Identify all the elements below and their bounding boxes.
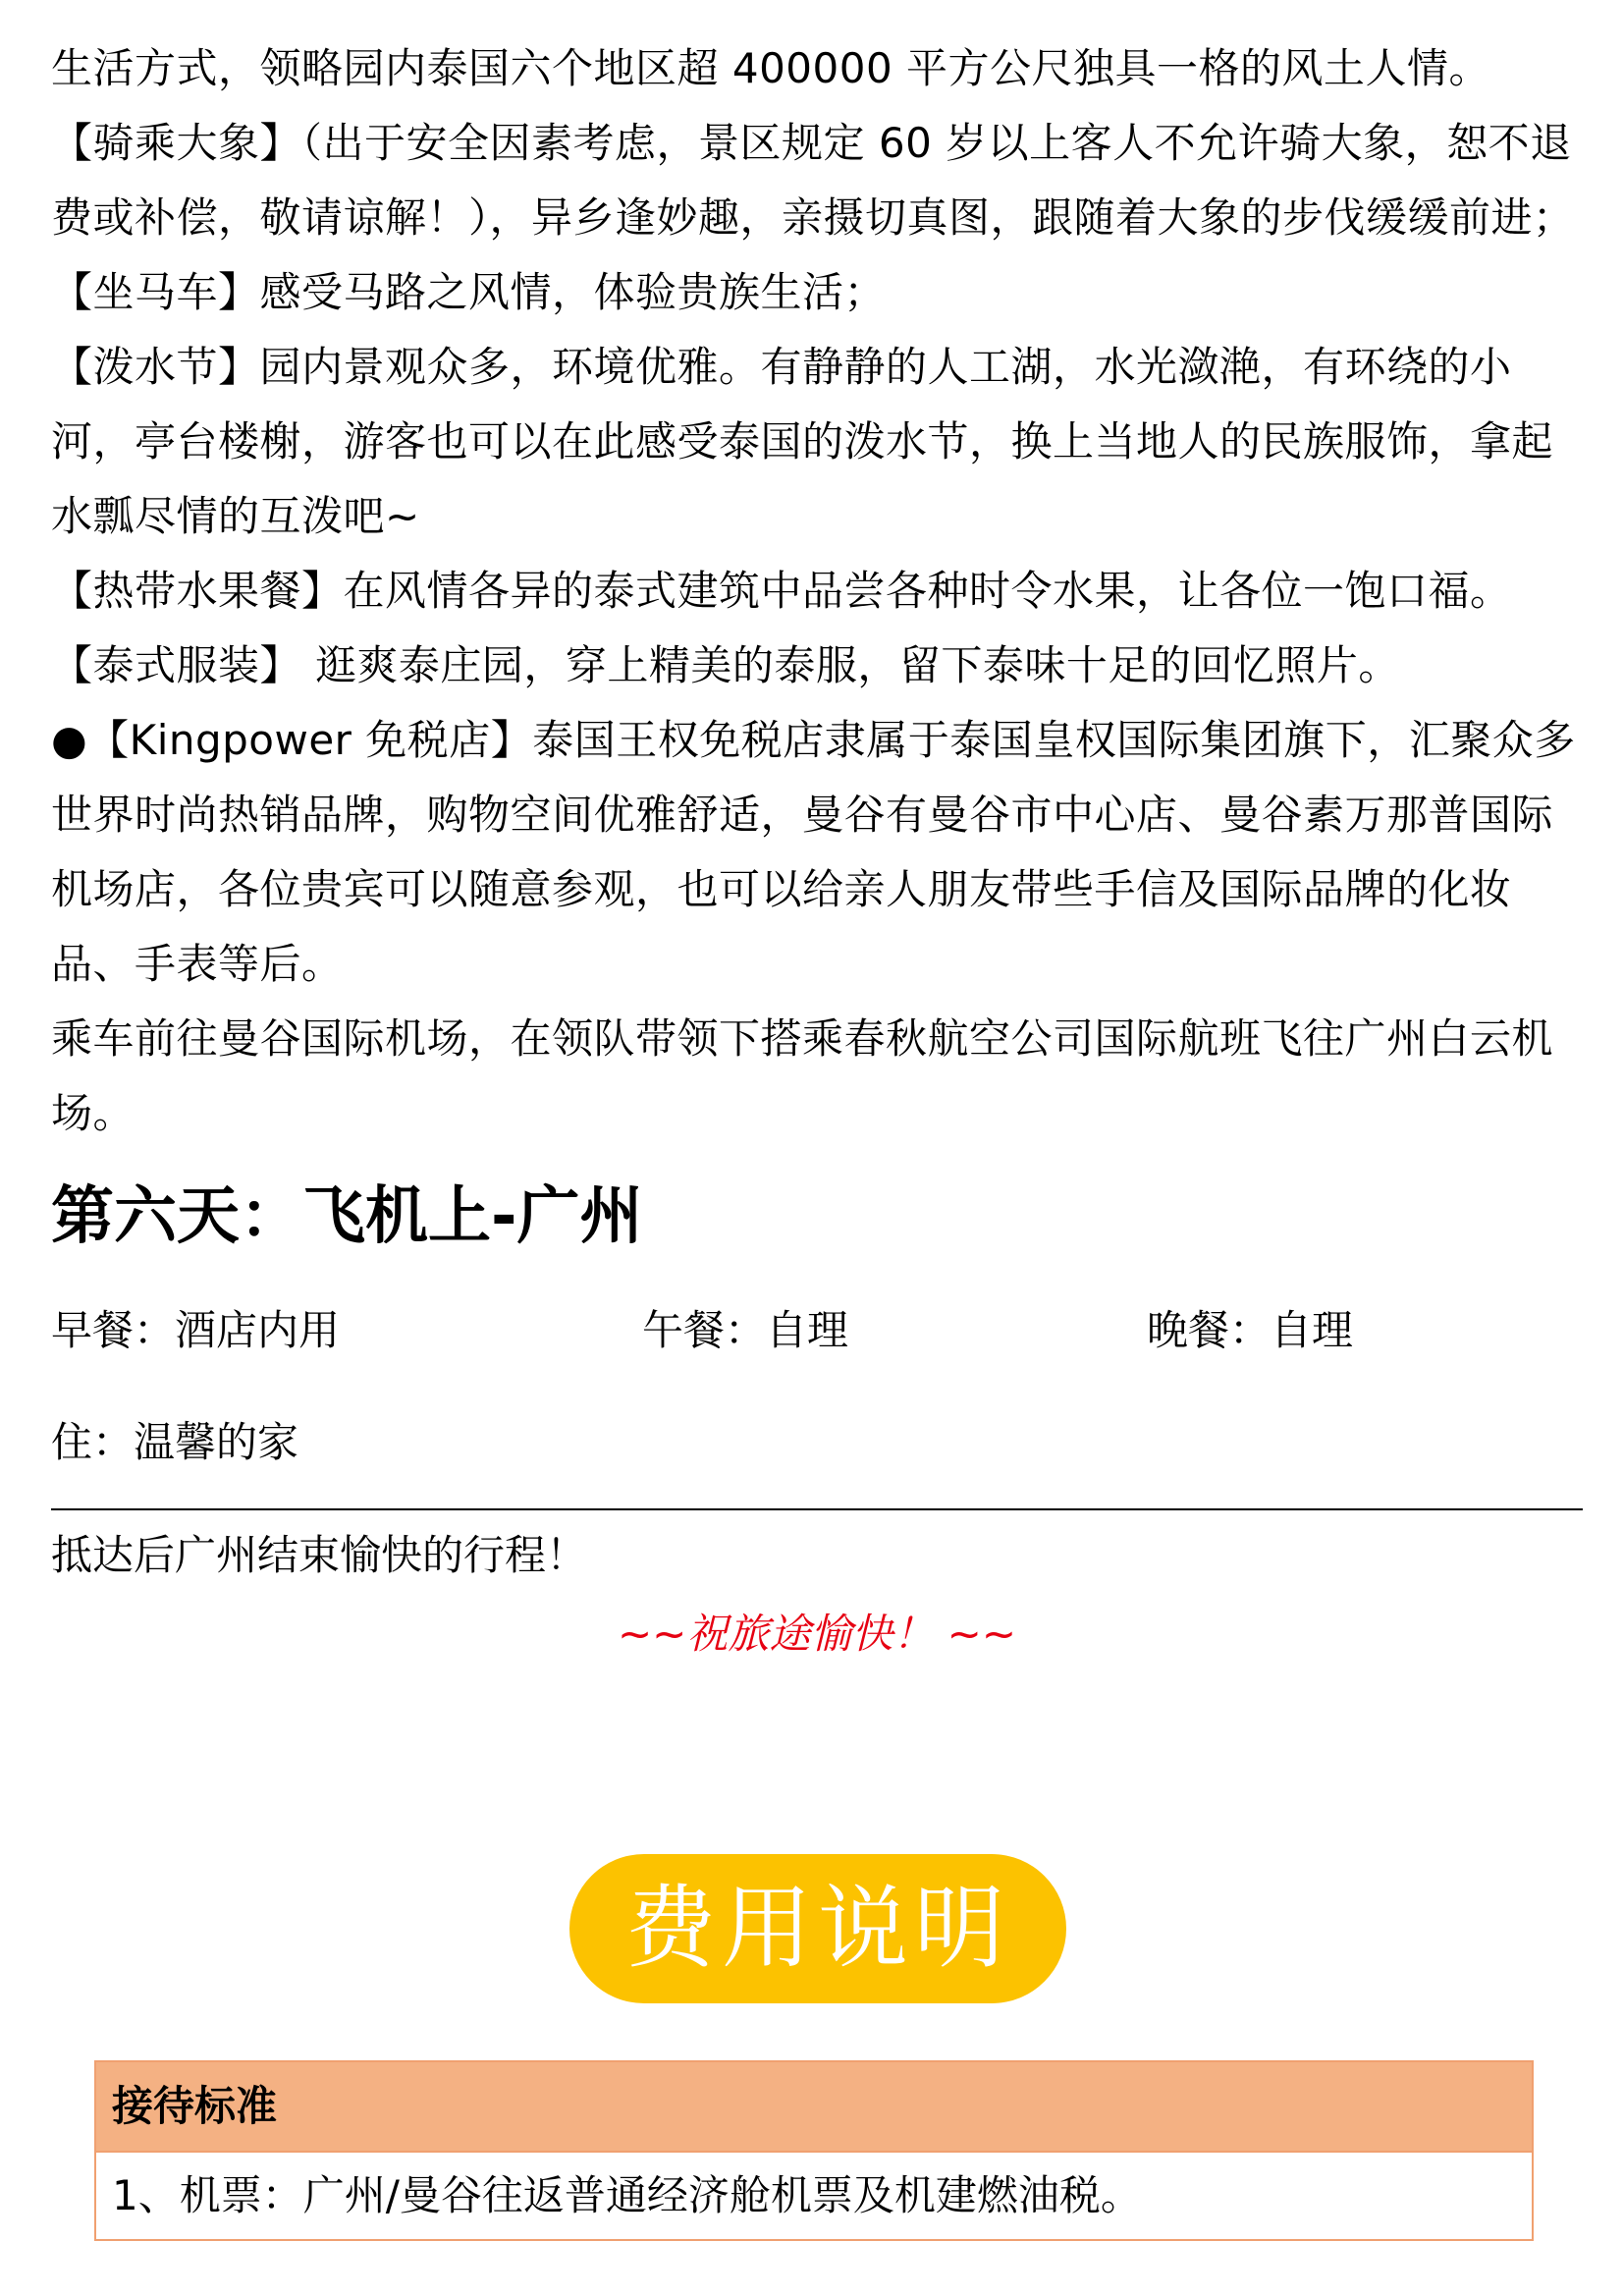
itinerary-paragraph-elephant: 【骑乘大象】（出于安全因素考虑，景区规定 60 岁以上客人不允许骑大象，恕不退费或补偿，敬请谅解！），异乡逢妙趣，亲摄切真图，跟随着大象的步伐缓缓前进； (51, 119, 1575, 242)
itinerary-paragraph: 生活方式，领略园内泰国六个地区超 400000 平方公尺独具一格的风土人情。 (51, 44, 1491, 92)
itinerary-paragraph-carriage: 【坐马车】感受马路之风情，体验贵族生活； (51, 268, 887, 316)
bon-voyage-text: ~~祝旅途愉快！ ~~ (617, 1610, 1017, 1658)
day-six-title: 第六天：飞机上-广州 (51, 1180, 643, 1253)
fee-table (94, 2060, 1534, 2241)
breakfast-info: 早餐：酒店内用 (51, 1306, 341, 1354)
table-header-row (95, 2061, 1533, 2152)
itinerary-paragraph-airport: 乘车前往曼谷国际机场，在领队带领下搭乘春秋航空公司国际航班飞往广州白云机场。 (51, 1014, 1554, 1137)
document-page (51, 0, 1583, 1673)
table-row (95, 2152, 1533, 2240)
itinerary-paragraph-water-festival: 【泼水节】园内景观众多，环境优雅。有静静的人工湖，水光潋滟，有环绕的小河，亭台楼榭，游客也可以在此感受泰国的泼水节，换上当地人的民族服饰，拿起水瓢尽情的互泼吧~ (51, 343, 1554, 540)
fee-section-title: 费用说明 (569, 1854, 1066, 2003)
table-cell-airfare: 1、机票：广州/曼谷往返普通经济舱机票及机建燃油税。 (95, 2152, 1533, 2240)
lunch-info: 午餐：自理 (642, 1306, 849, 1354)
meals-row (51, 1288, 1583, 1373)
arrival-note: 抵达后广州结束愉快的行程！ (51, 1531, 588, 1579)
dinner-info: 晚餐：自理 (1147, 1306, 1354, 1354)
fee-section-badge (569, 1854, 1066, 2003)
itinerary-paragraph-thai-costume: 【泰式服装】 逛爽泰庄园，穿上精美的泰服，留下泰味十足的回忆照片。 (51, 641, 1400, 689)
table-header-cell: 接待标准 (95, 2061, 1533, 2152)
itinerary-paragraph-kingpower: ●【Kingpower 免税店】泰国王权免税店隶属于泰国皇权国际集团旗下，汇聚众多世界时尚热销品牌，购物空间优雅舒适，曼谷有曼谷市中心店、曼谷素万那普国际机场店，各位贵宾可以随意参观，也可以给亲人朋友带些手信及国际品牌的化妆品、手表等后。 (51, 716, 1576, 988)
stay-info: 住：温馨的家 (51, 1418, 299, 1466)
itinerary-paragraph-fruit-meal: 【热带水果餐】在风情各异的泰式建筑中品尝各种时令水果，让各位一饱口福。 (51, 567, 1512, 615)
divider-line (51, 1508, 1583, 1510)
